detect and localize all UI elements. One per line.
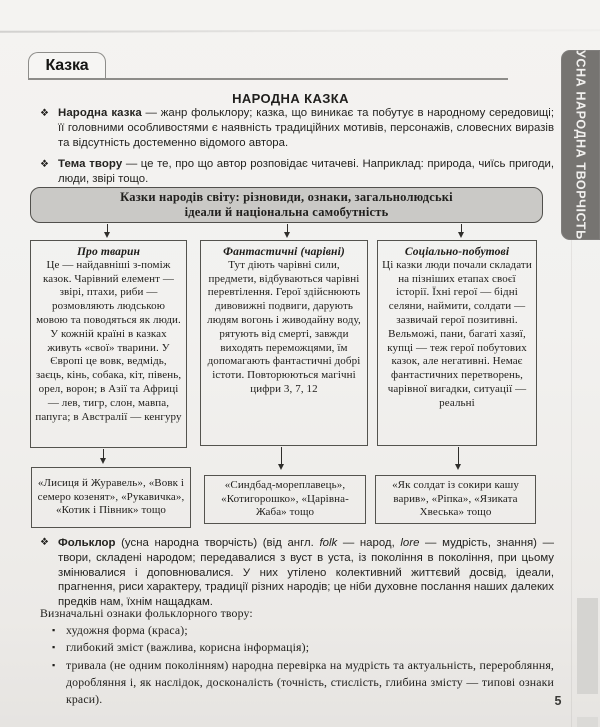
- diamond-bullet-icon: ❖: [40, 537, 49, 548]
- header-rule: [28, 78, 508, 80]
- scan-edge-line: [0, 29, 600, 33]
- features-heading: Визначальні ознаки фольклорного твору:: [40, 606, 253, 620]
- examples-text: «Як солдат із сокири кашу варив», «Ріпка», «Язиката Хвеська» тощо: [392, 479, 519, 519]
- examples-box-social: [375, 475, 536, 524]
- square-bullet-icon: ▪: [52, 659, 56, 670]
- diagram-banner: [30, 187, 543, 223]
- feature-text: тривала (не одним поколінням) народна перевірка на мудрість та актуальність, переробляння, доробляння і, як наслідок, досконалість (точність, стислість, глибина змісту — типові ознаки краси).: [66, 657, 554, 707]
- definition-text: — народ,: [337, 537, 401, 549]
- definition-term: Тема твору: [58, 158, 123, 170]
- features-block: [40, 605, 554, 708]
- category-box-fantastic: [200, 240, 368, 446]
- category-heading: Про тварин: [76, 245, 141, 258]
- page-edge-tab-marker: [577, 717, 598, 727]
- category-heading: Фантастичні (чарівні): [223, 245, 345, 258]
- page-number: 5: [554, 694, 562, 708]
- foreign-word-lore: lore: [400, 537, 420, 549]
- definition-text: — жанр фольклору; казка, що виникає та побутує в народному середовищі; її головними особливостями є наявність традиційних мотивів, персонажів, словесних виразів та відсутність достеменно відомого автора.: [58, 107, 554, 149]
- square-bullet-icon: ▪: [52, 625, 56, 636]
- feature-item: [40, 639, 554, 656]
- examples-text: «Лисиця й Журавель», «Вовк і семеро козенят», «Рукавичка», «Котик і Півник» тощо: [37, 477, 185, 517]
- chapter-side-tab-label: УСНА НАРОДНА ТВОРЧІСТЬ: [573, 50, 588, 240]
- arrow-down-icon: [103, 449, 104, 461]
- category-heading: Соціально-побутові: [404, 245, 510, 258]
- page-title: НАРОДНА КАЗКА: [232, 91, 349, 106]
- feature-text: глибокий зміст (важлива, корисна інформація);: [66, 640, 310, 655]
- examples-box-animals: [31, 467, 191, 528]
- definition-theme: [40, 157, 554, 187]
- category-body: Ці казки люди почали складати на пізніших етапах своєї історії. Їхні герої — бідні селяни, наймити, солдати — зазвичай герої позитивні. Вельможі, пани, багаті хазяї, купці — теж герої побутових казок, але негативні. Немає фантастичних перетворень, чарівної вигадки, ситуації — реальні: [382, 258, 532, 409]
- section-tab-label: Казка: [45, 57, 89, 74]
- arrow-down-icon: [287, 224, 288, 235]
- definitions-list: [40, 106, 554, 193]
- arrow-down-icon: [461, 224, 462, 235]
- examples-box-fantastic: [204, 475, 366, 524]
- definition-term: Фольклор: [58, 537, 116, 549]
- chapter-side-tab: [561, 50, 600, 240]
- section-tab-kazka: [28, 52, 106, 79]
- feature-item: [40, 622, 554, 639]
- arrow-down-icon: [107, 224, 108, 235]
- category-box-social: [377, 240, 537, 446]
- definition-text: (усна народна творчість) (від англ.: [115, 537, 320, 549]
- page-edge-shadow: [571, 235, 572, 727]
- definition-folklore: [40, 536, 554, 610]
- feature-item: [40, 657, 554, 709]
- banner-line1: Казки народів світу: різновиди, ознаки, загальнолюдські: [120, 190, 453, 204]
- diamond-bullet-icon: ❖: [40, 108, 49, 119]
- definition-term: Народна казка: [58, 107, 142, 119]
- foreign-word-folk: folk: [319, 537, 338, 549]
- category-body: Тут діють чарівні сили, предмети, відбуваються чарівні перевтілення. Герої здійснюють дивовижні подвиги, дарують людям вогонь і живодайну воду, рятують від смерті, завжди виходять переможцями, їм допомагають фантастичні добрі істоти. Повторюються магічні цифри 3, 7, 12: [207, 258, 361, 395]
- definition-folk-tale: [40, 106, 554, 151]
- page-edge-tab-marker: [577, 598, 598, 694]
- arrow-down-icon: [281, 447, 282, 467]
- definition-text: — мудрість, знання) — твори, складені народом; передавалися з вуст в уста, із покоління в покоління, при цьому змінювалися і доповнювалися. У них утілено колективний життєвий досвід, ідеали, прагнення, риси характеру, традиції різних народів; це ніби духовне послання наших далеких предків нам, їхнім нащадкам.: [58, 537, 554, 609]
- definition-text: — це те, про що автор розповідає читачеві. Наприклад: природа, чиїсь пригоди, люди, звірі тощо.: [58, 158, 554, 185]
- arrow-down-icon: [458, 447, 459, 467]
- feature-text: художня форма (краса);: [66, 623, 188, 638]
- category-body: Це — найдавніші з-поміж казок. Чарівний елемент — звірі, птахи, риби — розмовляють людською мовою та поводяться як люди. У кожній країні в казках живуть «свої» тварини. У Європі це вовк, ведмідь, заєць, кінь, собака, кіт, півень, орел, ворон; в Азії та Африці — лев, тигр, слон, мавпа, папуга; в Австралії — кенгуру: [35, 258, 182, 423]
- diamond-bullet-icon: ❖: [40, 159, 49, 170]
- category-box-animals: [30, 240, 187, 448]
- square-bullet-icon: ▪: [52, 642, 56, 653]
- banner-line2: ідеали й національна самобутність: [184, 205, 389, 219]
- examples-text: «Синдбад-мореплавець», «Котигорошко», «Царівна-Жаба» тощо: [221, 479, 349, 519]
